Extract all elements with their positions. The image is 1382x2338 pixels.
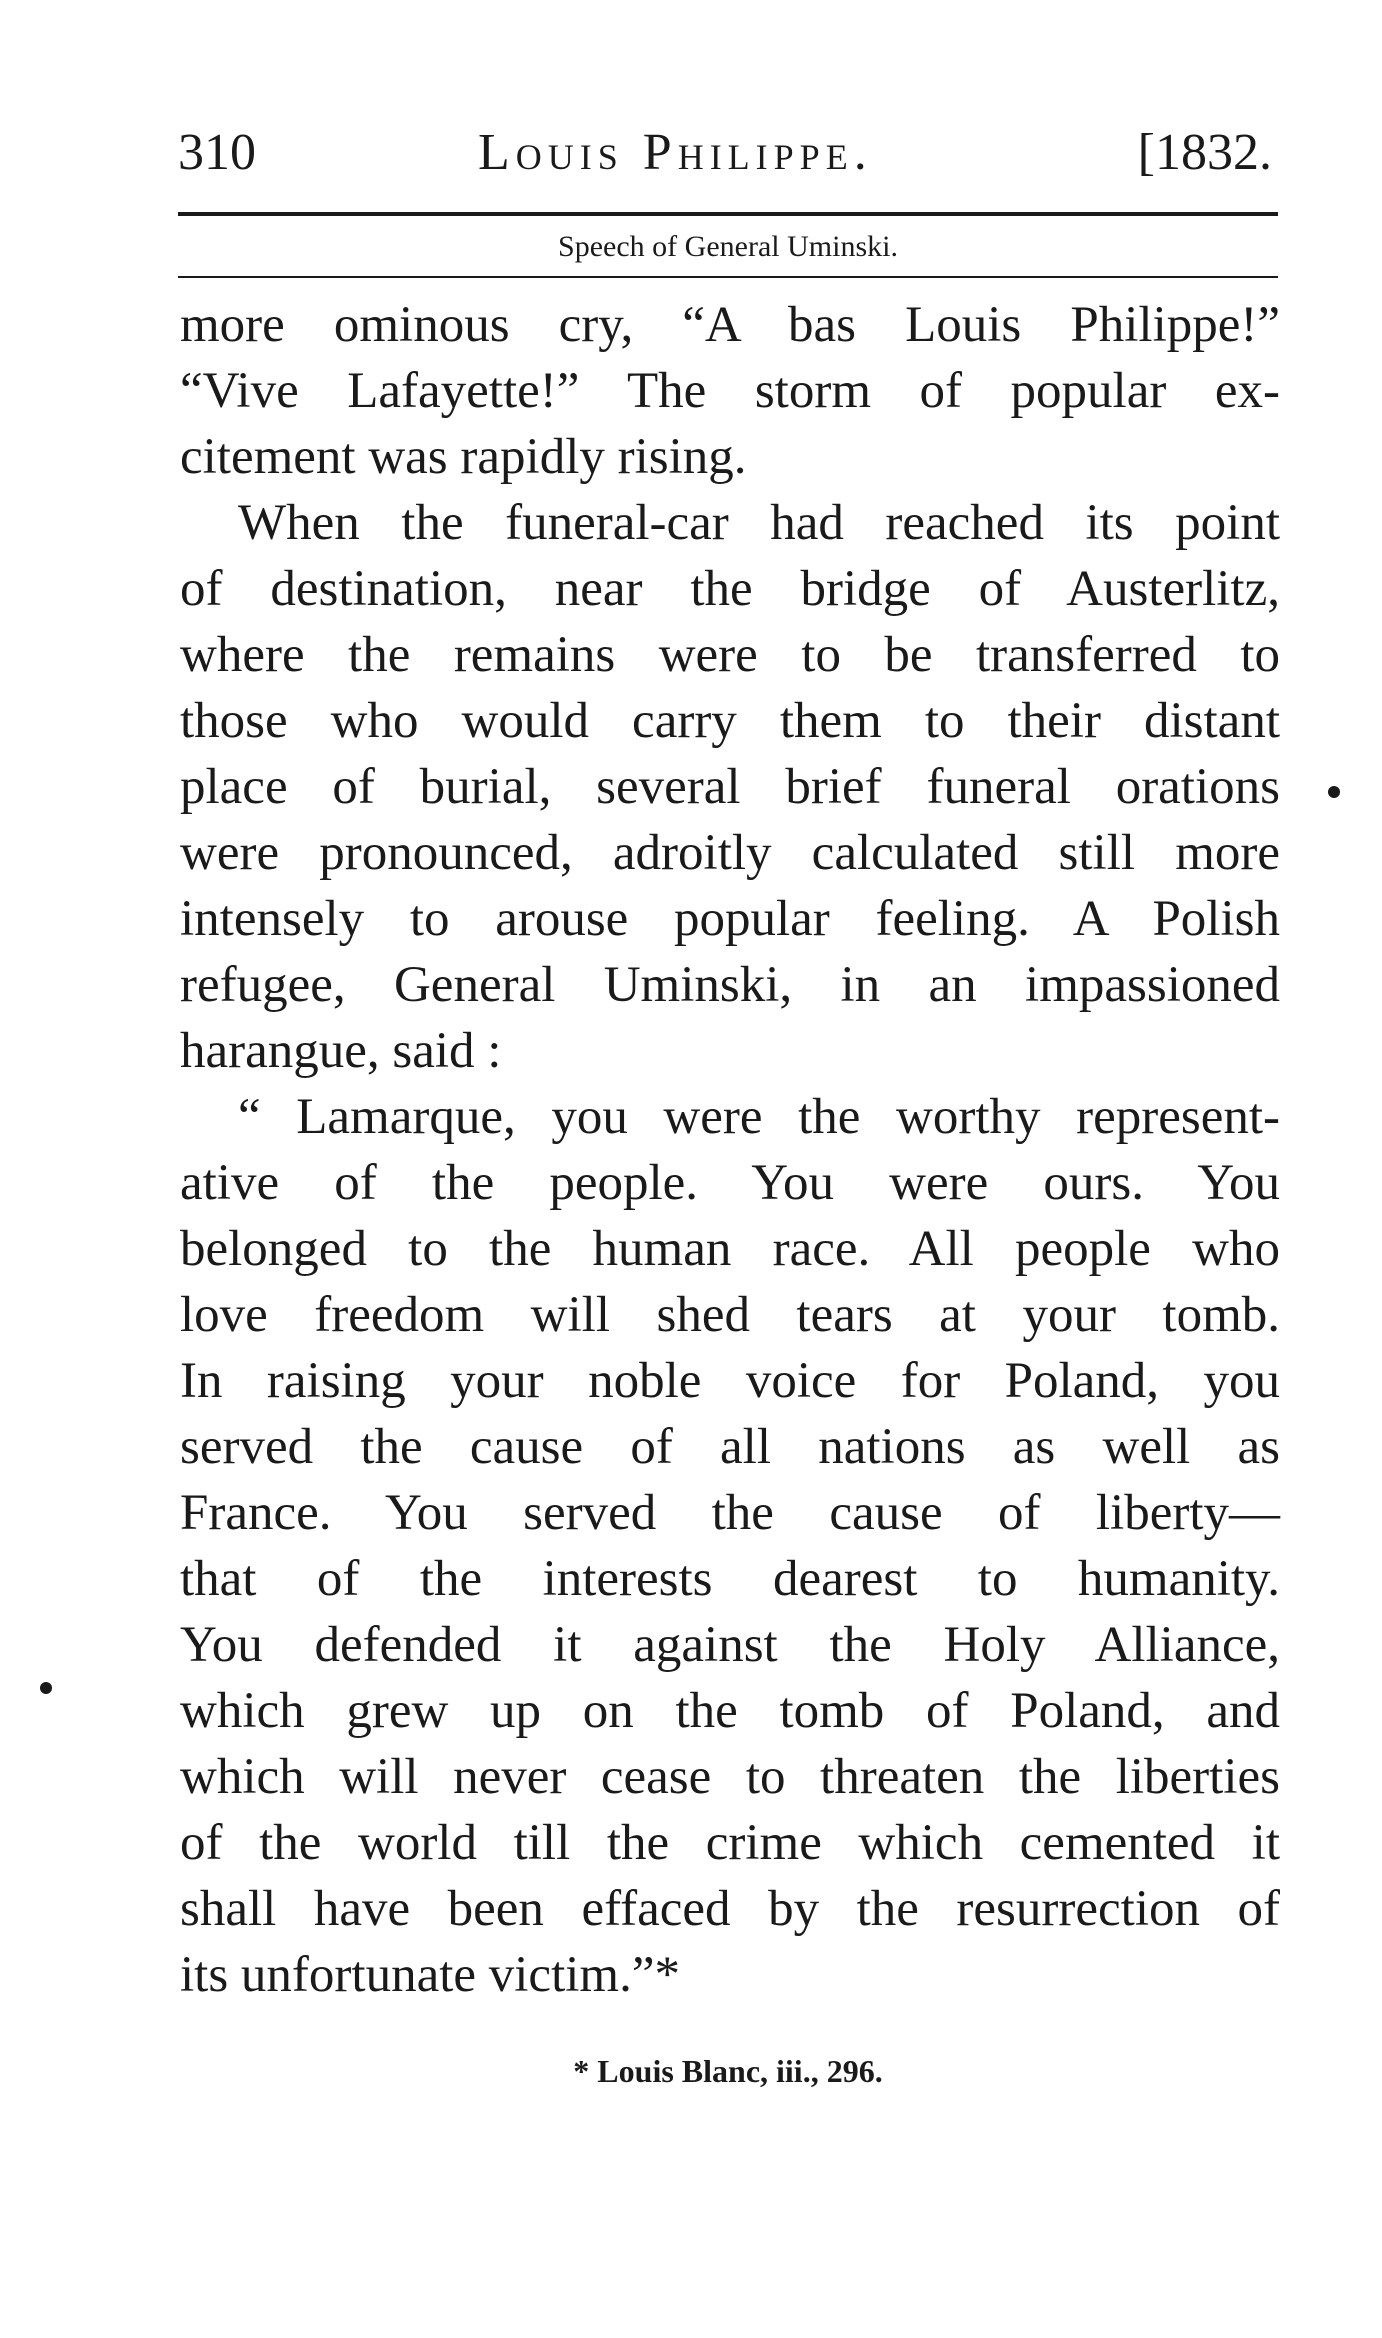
header-rule-top	[178, 212, 1278, 216]
text-line: You defended it against the Holy Alliance,	[180, 1617, 1280, 1673]
text-line: of the world till the crime which cemented it	[180, 1815, 1280, 1871]
body-text	[180, 292, 1280, 2008]
text-line: intensely to arouse popular feeling. A Polish	[180, 891, 1280, 947]
text-line: where the remains were to be transferred to	[180, 627, 1280, 683]
text-line: were pronounced, adroitly calculated still more	[180, 825, 1280, 881]
text-line: of destination, near the bridge of Austerlitz,	[180, 561, 1280, 617]
text-line: “Vive Lafayette!” The storm of popular ex-	[180, 363, 1280, 419]
text-line: When the funeral-car had reached its point	[238, 495, 1280, 551]
text-line: In raising your noble voice for Poland, you	[180, 1353, 1280, 1409]
text-line: refugee, General Uminski, in an impassioned	[180, 957, 1280, 1013]
text-line: those who would carry them to their distant	[180, 693, 1280, 749]
section-subhead: Speech of General Uminski.	[558, 230, 898, 263]
text-line: ative of the people. You were ours. You	[180, 1155, 1280, 1211]
book-title: Louis Philippe.	[478, 124, 873, 181]
text-line: France. You served the cause of liberty—	[180, 1485, 1280, 1541]
running-head	[178, 118, 1278, 188]
text-line: shall have been effaced by the resurrection of	[180, 1881, 1280, 1937]
text-line: love freedom will shed tears at your tomb.	[180, 1287, 1280, 1343]
text-line: which will never cease to threaten the liberties	[180, 1749, 1280, 1805]
header-rule-bottom	[178, 276, 1278, 278]
ink-speck	[40, 1682, 52, 1694]
text-line: served the cause of all nations as well as	[180, 1419, 1280, 1475]
text-line: harangue, said :	[180, 1023, 502, 1079]
footnote: * Louis Blanc, iii., 296.	[573, 2053, 883, 2089]
text-line: which grew up on the tomb of Poland, and	[180, 1683, 1280, 1739]
year-marker: [1832.	[1137, 124, 1272, 181]
page-number: 310	[178, 124, 256, 181]
text-line: place of burial, several brief funeral orations	[180, 759, 1280, 815]
text-line: belonged to the human race. All people who	[180, 1221, 1280, 1277]
ink-speck	[1328, 786, 1340, 798]
text-line: “ Lamarque, you were the worthy represent-	[238, 1089, 1280, 1145]
text-line: citement was rapidly rising.	[180, 429, 747, 485]
text-line: its unfortunate victim.”*	[180, 1947, 680, 2003]
text-line: more ominous cry, “A bas Louis Philippe!”	[180, 297, 1280, 353]
text-line: that of the interests dearest to humanity.	[180, 1551, 1280, 1607]
